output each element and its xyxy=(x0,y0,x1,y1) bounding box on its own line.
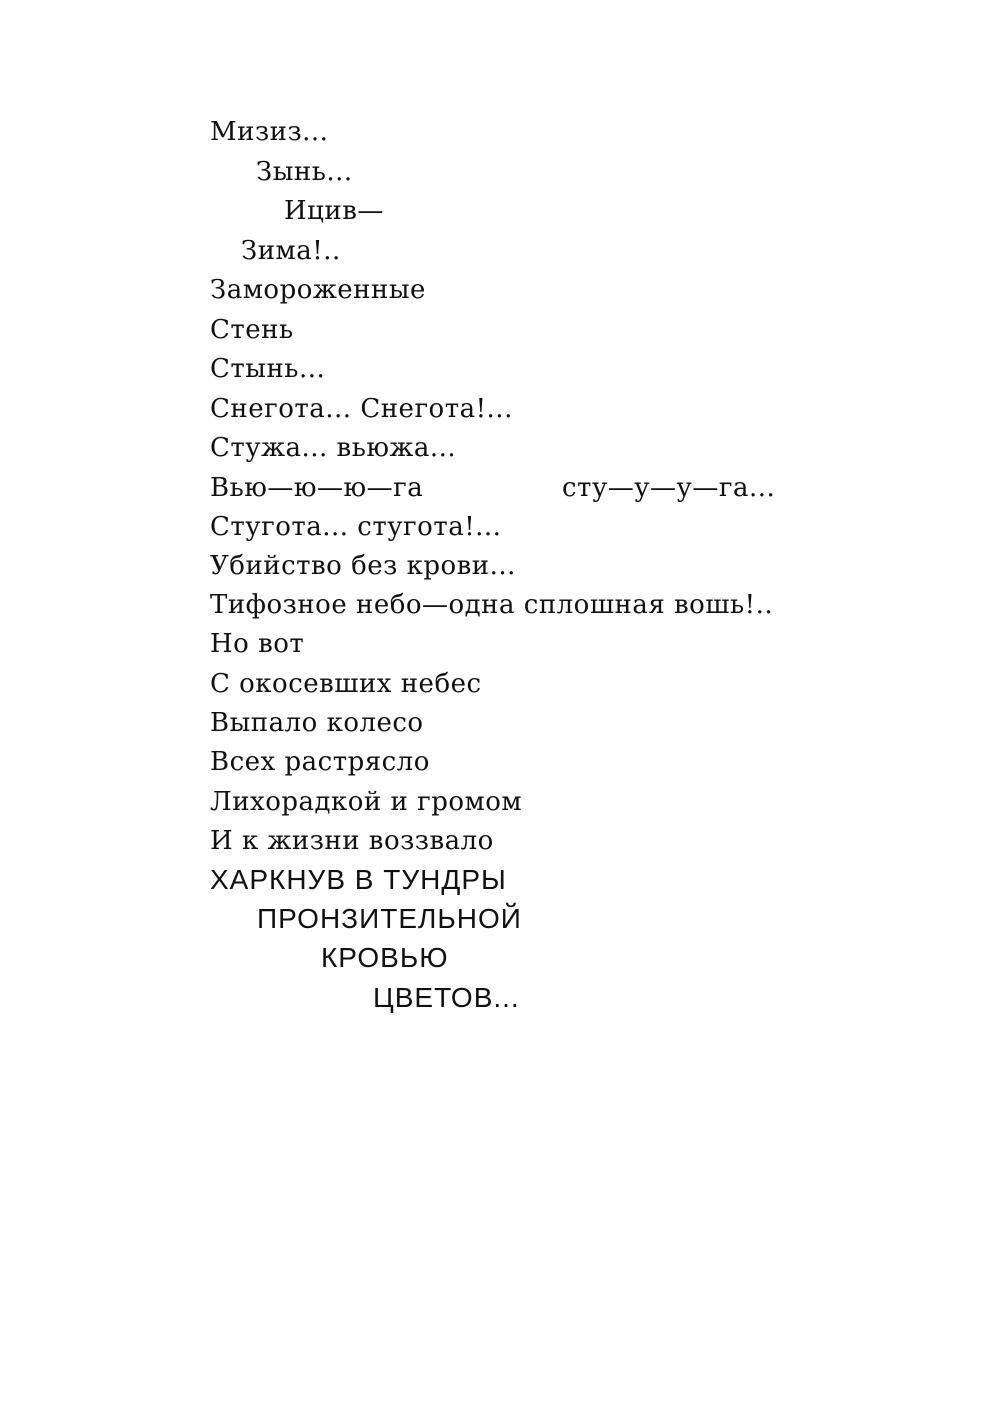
poem-line: Ицив— xyxy=(284,196,384,226)
poem-line: И к жизни воззвало xyxy=(210,826,494,856)
poem-line: Замороженные xyxy=(210,275,426,305)
poem-line-caps: ЦВЕТОВ... xyxy=(373,982,520,1013)
poem-line: С окосевших небес xyxy=(210,669,482,699)
poem-line-caps: КРОВЬЮ xyxy=(321,942,449,973)
poem-line: Стужа... вьюжа... xyxy=(210,433,457,463)
poem-line-caps: ХАРКНУВ В ТУНДРЫ xyxy=(210,864,507,895)
poem-line: Стень xyxy=(210,315,294,345)
poem-line: Зынь... xyxy=(256,157,353,187)
poem-line: Лихорадкой и громом xyxy=(210,787,523,817)
poem-line: Вью—ю—ю—га xyxy=(210,473,424,503)
poem-line: Стынь... xyxy=(210,354,326,384)
poem-line-caps: ПРОНЗИТЕЛЬНОЙ xyxy=(257,903,522,934)
poem-line: Но вот xyxy=(210,629,305,659)
poem-line: сту—у—у—га... xyxy=(562,473,776,503)
poem-line: Зима!.. xyxy=(241,236,341,266)
poem-line: Тифозное небо—одна сплошная вошь!.. xyxy=(210,590,774,620)
poem-line: Мизиз... xyxy=(210,117,329,147)
poem-line: Убийство без крови... xyxy=(210,551,516,581)
poem-line: Снегота... Снегота!... xyxy=(210,394,513,424)
poem-line: Выпало колесо xyxy=(210,708,424,738)
poem-line: Стугота... стугота!... xyxy=(210,512,502,542)
poem-line: Всех растрясло xyxy=(210,747,430,777)
